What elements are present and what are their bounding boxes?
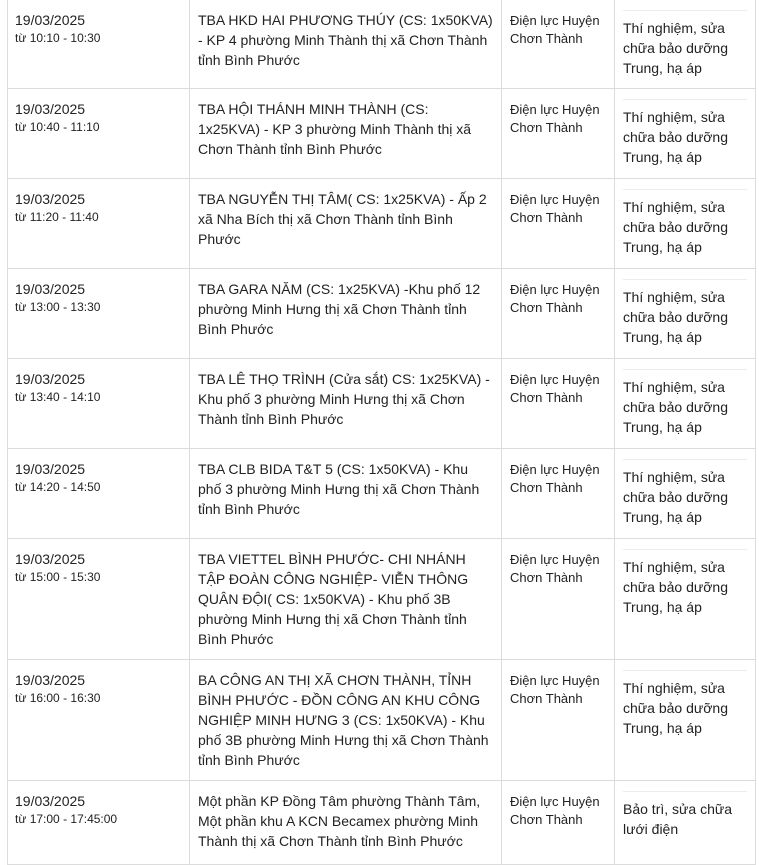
time-range-text: từ 13:00 - 13:30 bbox=[15, 300, 101, 314]
time-range-text: từ 10:40 - 11:10 bbox=[15, 120, 100, 134]
unit-cell: Điện lực Huyện Chơn Thành bbox=[502, 179, 615, 269]
reason-text: Thí nghiệm, sửa chữa bảo dưỡng Trung, hạ áp bbox=[623, 459, 747, 527]
time-cell bbox=[8, 0, 190, 89]
location-cell: Một phần KP Đồng Tâm phường Thành Tâm, Một phần khu A KCN Becamex phường Minh Thành thị xã Chơn Thành tỉnh Bình Phước bbox=[190, 781, 502, 865]
unit-cell: Điện lực Huyện Chơn Thành bbox=[502, 0, 615, 89]
time-range-text: từ 13:40 - 14:10 bbox=[15, 390, 101, 404]
table-row bbox=[8, 359, 756, 449]
location-cell: TBA HỘI THÁNH MINH THÀNH (CS: 1x25KVA) - KP 3 phường Minh Thành thị xã Chơn Thành tỉnh Bình Phước bbox=[190, 89, 502, 179]
location-cell: TBA NGUYỄN THỊ TÂM( CS: 1x25KVA) - Ấp 2 xã Nha Bích thị xã Chơn Thành tỉnh Bình Phước bbox=[190, 179, 502, 269]
time-range-text: từ 16:00 - 16:30 bbox=[15, 691, 101, 705]
time-range-text: từ 14:20 - 14:50 bbox=[15, 480, 101, 494]
time-cell bbox=[8, 269, 190, 359]
table-row bbox=[8, 179, 756, 269]
unit-cell: Điện lực Huyện Chơn Thành bbox=[502, 781, 615, 865]
reason-text: Thí nghiệm, sửa chữa bảo dưỡng Trung, hạ áp bbox=[623, 279, 747, 347]
reason-cell bbox=[615, 449, 756, 539]
date-text: 19/03/2025 bbox=[15, 672, 86, 688]
reason-cell bbox=[615, 269, 756, 359]
unit-cell: Điện lực Huyện Chơn Thành bbox=[502, 89, 615, 179]
reason-text: Thí nghiệm, sửa chữa bảo dưỡng Trung, hạ áp bbox=[623, 670, 747, 738]
reason-text: Thí nghiệm, sửa chữa bảo dưỡng Trung, hạ áp bbox=[623, 549, 747, 617]
time-cell bbox=[8, 449, 190, 539]
reason-cell bbox=[615, 0, 756, 89]
location-cell: TBA LÊ THỌ TRÌNH (Cửa sắt) CS: 1x25KVA) -Khu phố 3 phường Minh Hưng thị xã Chơn Thành tỉnh Bình Phước bbox=[190, 359, 502, 449]
unit-cell: Điện lực Huyện Chơn Thành bbox=[502, 660, 615, 781]
date-text: 19/03/2025 bbox=[15, 281, 86, 297]
time-range-text: từ 11:20 - 11:40 bbox=[15, 210, 99, 224]
date-text: 19/03/2025 bbox=[15, 461, 86, 477]
table-body bbox=[8, 0, 756, 865]
location-cell: TBA GARA NĂM (CS: 1x25KVA) -Khu phố 12 phường Minh Hưng thị xã Chơn Thành tỉnh Bình Phước bbox=[190, 269, 502, 359]
unit-cell: Điện lực Huyện Chơn Thành bbox=[502, 359, 615, 449]
time-range-text: từ 15:00 - 15:30 bbox=[15, 570, 101, 584]
table-row bbox=[8, 269, 756, 359]
reason-cell bbox=[615, 781, 756, 865]
unit-cell: Điện lực Huyện Chơn Thành bbox=[502, 269, 615, 359]
reason-text: Bảo trì, sửa chữa lưới điện bbox=[623, 791, 747, 839]
date-text: 19/03/2025 bbox=[15, 12, 86, 28]
table-row bbox=[8, 781, 756, 865]
date-text: 19/03/2025 bbox=[15, 551, 86, 567]
time-cell bbox=[8, 781, 190, 865]
time-cell bbox=[8, 89, 190, 179]
reason-text: Thí nghiệm, sửa chữa bảo dưỡng Trung, hạ áp bbox=[623, 99, 747, 167]
reason-cell bbox=[615, 660, 756, 781]
time-range-text: từ 17:00 - 17:45:00 bbox=[15, 812, 118, 826]
table-row bbox=[8, 89, 756, 179]
table-row bbox=[8, 660, 756, 781]
date-text: 19/03/2025 bbox=[15, 793, 86, 809]
time-cell bbox=[8, 359, 190, 449]
reason-cell bbox=[615, 89, 756, 179]
unit-cell: Điện lực Huyện Chơn Thành bbox=[502, 539, 615, 660]
reason-cell bbox=[615, 539, 756, 660]
reason-text: Thí nghiệm, sửa chữa bảo dưỡng Trung, hạ áp bbox=[623, 369, 747, 437]
table-row bbox=[8, 539, 756, 660]
table-row bbox=[8, 0, 756, 89]
unit-cell: Điện lực Huyện Chơn Thành bbox=[502, 449, 615, 539]
location-cell: TBA VIETTEL BÌNH PHƯỚC- CHI NHÁNH TẬP ĐOÀN CÔNG NGHIỆP- VIỄN THÔNG QUÂN ĐỘI( CS: 1x50KVA) - Khu phố 3B phường Minh Hưng thị xã Chơn Thành tỉnh Bình Phước bbox=[190, 539, 502, 660]
reason-text: Thí nghiệm, sửa chữa bảo dưỡng Trung, hạ áp bbox=[623, 10, 747, 78]
reason-cell bbox=[615, 359, 756, 449]
reason-text: Thí nghiệm, sửa chữa bảo dưỡng Trung, hạ áp bbox=[623, 189, 747, 257]
date-text: 19/03/2025 bbox=[15, 101, 86, 117]
time-range-text: từ 10:10 - 10:30 bbox=[15, 31, 101, 45]
location-cell: BA CÔNG AN THỊ XÃ CHƠN THÀNH, TỈNH BÌNH PHƯỚC - ĐỒN CÔNG AN KHU CÔNG NGHIỆP MINH HƯNG 3 (CS: 1x50KVA) - Khu phố 3B phường Minh Hưng thị xã Chơn Thành tỉnh Bình Phước bbox=[190, 660, 502, 781]
date-text: 19/03/2025 bbox=[15, 371, 86, 387]
location-cell: TBA CLB BIDA T&T 5 (CS: 1x50KVA) - Khu phố 3 phường Minh Hưng thị xã Chơn Thành tỉnh Bình Phước bbox=[190, 449, 502, 539]
table-row bbox=[8, 449, 756, 539]
time-cell bbox=[8, 539, 190, 660]
outage-schedule-table bbox=[7, 0, 756, 865]
time-cell bbox=[8, 179, 190, 269]
location-cell: TBA HKD HAI PHƯƠNG THÚY (CS: 1x50KVA) - KP 4 phường Minh Thành thị xã Chơn Thành tỉnh Bình Phước bbox=[190, 0, 502, 89]
reason-cell bbox=[615, 179, 756, 269]
date-text: 19/03/2025 bbox=[15, 191, 86, 207]
time-cell bbox=[8, 660, 190, 781]
